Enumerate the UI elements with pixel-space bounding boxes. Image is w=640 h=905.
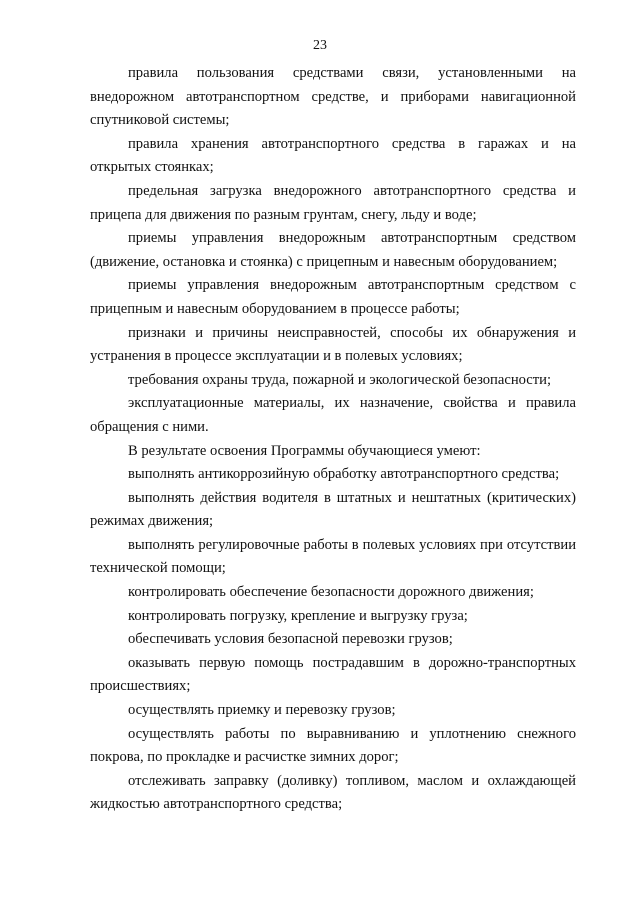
paragraph: обеспечивать условия безопасной перевозки грузов; (128, 631, 453, 648)
paragraph: осуществлять приемку и перевозку грузов; (128, 702, 396, 719)
paragraph: выполнять антикоррозийную обработку автотранспортного средства; (128, 466, 560, 483)
paragraph: эксплуатационные материалы, их назначение, свойства и правила обращения с ними. (90, 395, 576, 435)
paragraph: правила пользования средствами связи, установленными на внедорожном автотранспортном средстве, и приборами навигационной спутниковой системы; (90, 65, 576, 129)
paragraph: контролировать обеспечение безопасности дорожного движения; (128, 584, 534, 601)
paragraph: требования охраны труда, пожарной и экологической безопасности; (128, 371, 552, 388)
paragraph: предельная загрузка внедорожного автотранспортного средства и прицепа для движения по разным грунтам, снегу, льду и воде; (90, 182, 576, 223)
paragraph: признаки и причины неисправностей, способы их обнаружения и устранения в процессе эксплуатации и в полевых условиях; (90, 324, 576, 365)
section-intro: В результате освоения Программы обучающиеся умеют: (128, 442, 481, 459)
paragraph: выполнять действия водителя в штатных и нештатных (критических) режимах движения; (90, 489, 576, 530)
paragraph: отслеживать заправку (доливку) топливом, маслом и охлаждающей жидкостью автотранспортного средства; (90, 772, 576, 813)
paragraph: контролировать погрузку, крепление и выгрузку груза; (128, 607, 468, 624)
paragraph: приемы управления внедорожным автотранспортным средством (движение, остановка и стоянка) с прицепным и навесным оборудованием; (90, 230, 576, 270)
paragraph: приемы управления внедорожным автотранспортным средством с прицепным и навесным оборудованием в процессе работы; (90, 277, 576, 317)
paragraph: осуществлять работы по выравниванию и уплотнению снежного покрова, по прокладке и расчистке зимних дорог; (90, 725, 576, 766)
paragraph: выполнять регулировочные работы в полевых условиях при отсутствии технической помощи; (90, 536, 576, 577)
paragraph: правила хранения автотранспортного средства в гаражах и на открытых стоянках; (90, 135, 576, 176)
page-number: 23 (313, 38, 327, 53)
document-body (90, 62, 576, 817)
paragraph: оказывать первую помощь пострадавшим в дорожно-транспортных происшествиях; (90, 654, 576, 695)
